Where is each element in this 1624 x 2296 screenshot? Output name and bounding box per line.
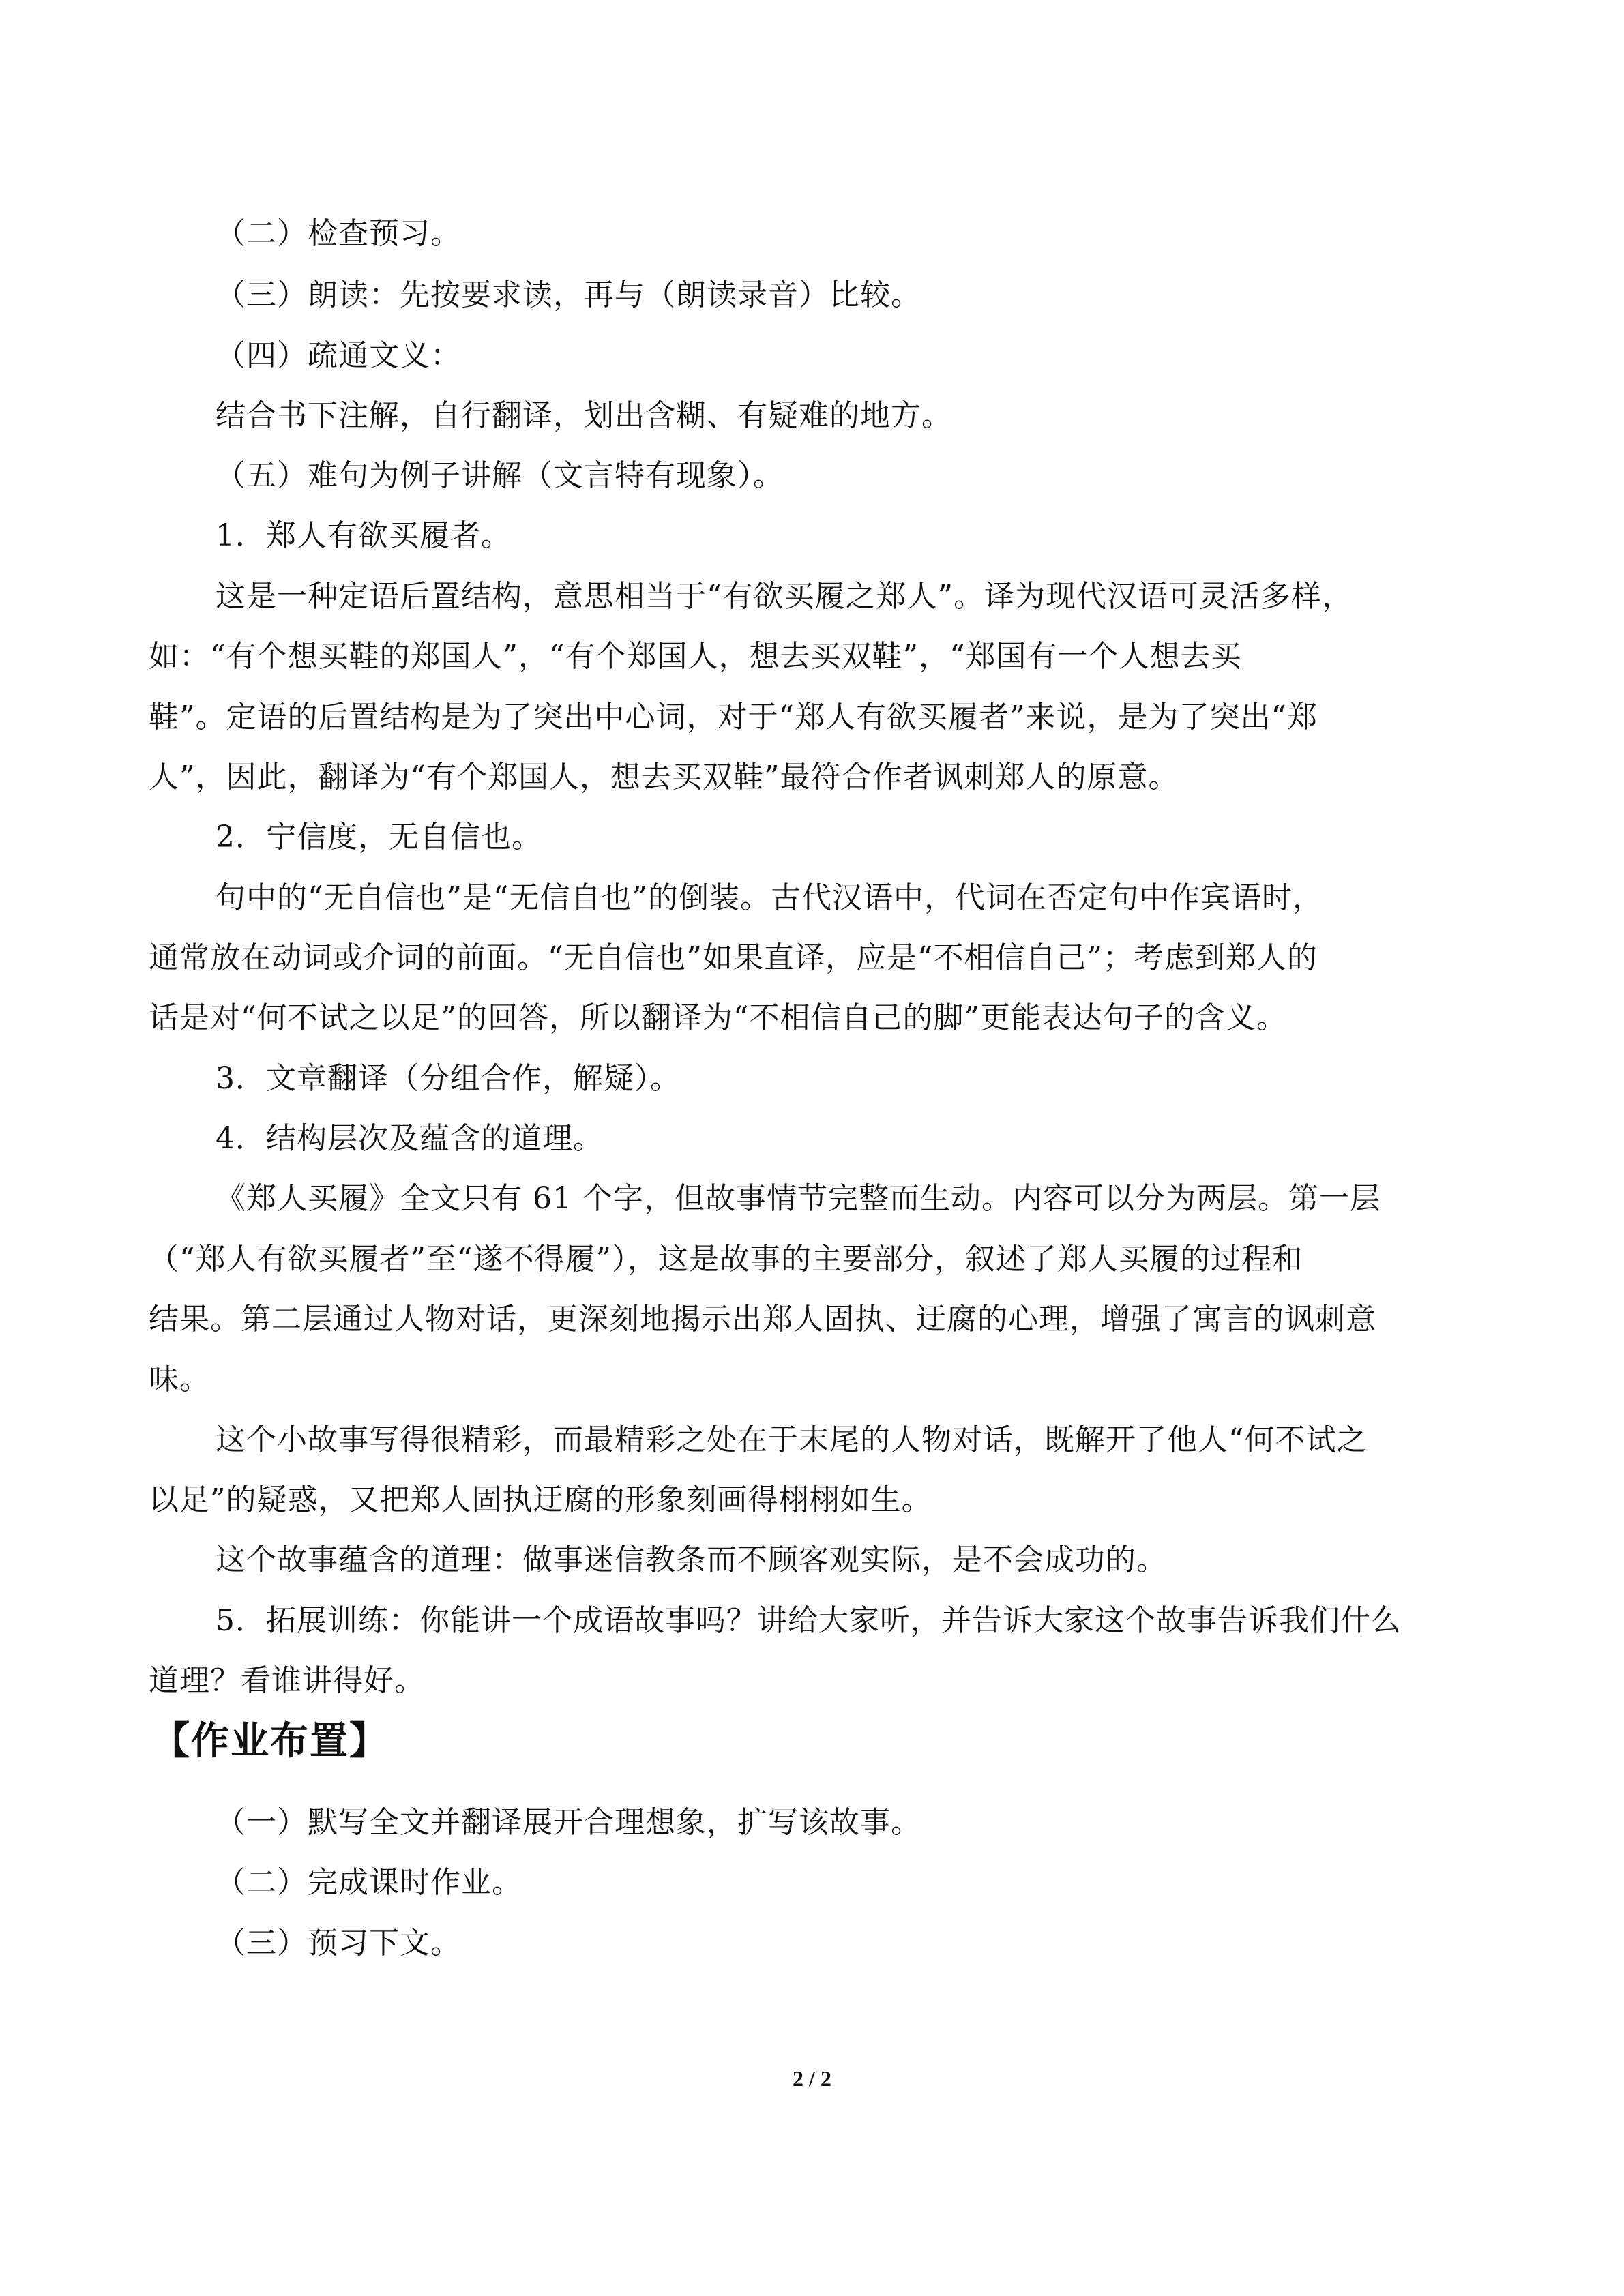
paragraph-line: 结合书下注解，自行翻译，划出含糊、有疑难的地方。 (216, 398, 952, 433)
paragraph-line: （“郑人有欲买履者”至“遂不得履”），这是故事的主要部分，叙述了郑人买履的过程和 (149, 1242, 1303, 1277)
paragraph-line: 通常放在动词或介词的前面。“无自信也”如果直译，应是“不相信自己”；考虑到郑人的 (149, 940, 1318, 975)
paragraph-line: 人”，因此，翻译为“有个郑国人，想去买双鞋”最符合作者讽刺郑人的原意。 (149, 760, 1179, 794)
paragraph-line: 结果。第二层通过人物对话，更深刻地揭示出郑人固执、迂腐的心理，增强了寓言的讽刺意 (149, 1302, 1376, 1337)
paragraph-line: 味。 (149, 1362, 210, 1397)
homework-item-3: （三）预习下文。 (216, 1926, 461, 1960)
paragraph-line: 如：“有个想买鞋的郑国人”，“有个郑国人，想去买双鞋”，“郑国有一个人想去买 (149, 639, 1242, 674)
paragraph-line: 《郑人买履》全文只有 61 个字，但故事情节完整而生动。内容可以分为两层。第一层 (216, 1181, 1381, 1216)
homework-item-2: （二）完成课时作业。 (216, 1865, 522, 1900)
paragraph-line: 以足”的疑惑，又把郑人固执迂腐的形象刻画得栩栩如生。 (149, 1482, 932, 1517)
section-understand-text: （四）疏通文义： (216, 338, 461, 373)
list-item-2: 2．宁信度，无自信也。 (216, 820, 542, 854)
section-check-preview: （二）检查预习。 (216, 216, 461, 251)
paragraph-line: 句中的“无自信也”是“无信自也”的倒装。古代汉语中，代词在否定句中作宾语时， (216, 880, 1323, 915)
homework-item-1: （一）默写全文并翻译展开合理想象，扩写该故事。 (216, 1805, 921, 1840)
paragraph-line: 这个故事蕴含的道理：做事迷信教条而不顾客观实际，是不会成功的。 (216, 1542, 1167, 1577)
list-item-1: 1．郑人有欲买履者。 (216, 518, 512, 553)
page-number: 2 / 2 (793, 2066, 831, 2091)
paragraph-line: 话是对“何不试之以足”的回答，所以翻译为“不相信自己的脚”更能表达句子的含义。 (149, 1000, 1287, 1035)
paragraph-line: 道理？看谁讲得好。 (149, 1663, 425, 1698)
section-difficult-sentences: （五）难句为例子讲解（文言特有现象）。 (216, 458, 784, 493)
list-item-4: 4．结构层次及蕴含的道理。 (216, 1121, 604, 1156)
section-reading: （三）朗读：先按要求读，再与（朗读录音）比较。 (216, 278, 921, 312)
paragraph-line: 鞋”。定语的后置结构是为了突出中心词，对于“郑人有欲买履者”来说，是为了突出“郑 (149, 700, 1318, 734)
list-item-3: 3．文章翻译（分组合作，解疑）。 (216, 1061, 681, 1096)
paragraph-line: 这个小故事写得很精彩，而最精彩之处在于末尾的人物对话，既解开了他人“何不试之 (216, 1422, 1368, 1457)
list-item-5: 5．拓展训练：你能讲一个成语故事吗？讲给大家听，并告诉大家这个故事告诉我们什么 (216, 1603, 1402, 1638)
paragraph-line: 这是一种定语后置结构，意思相当于“有欲买履之郑人”。译为现代汉语可灵活多样， (216, 579, 1353, 614)
homework-heading: 【作业布置】 (151, 1719, 389, 1763)
